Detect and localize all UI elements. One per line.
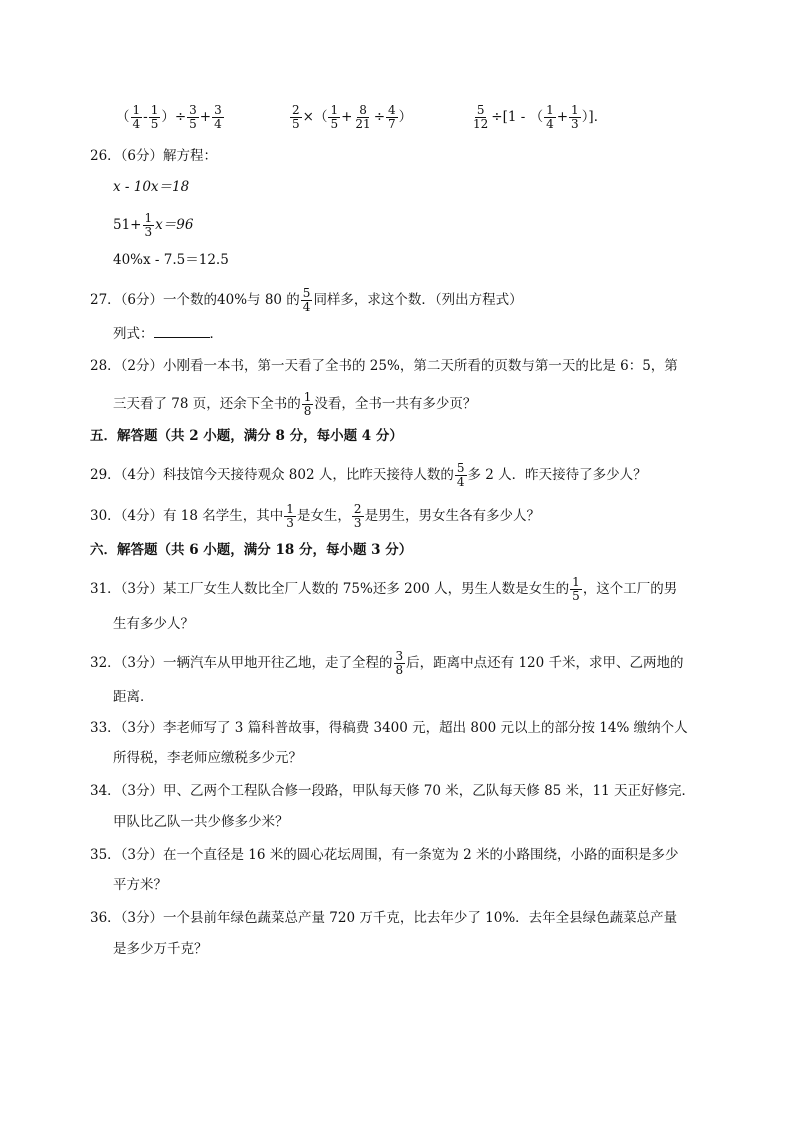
operator: - [143, 109, 148, 125]
fraction [386, 104, 398, 131]
numerator: 1 [571, 103, 579, 117]
fraction [471, 104, 490, 131]
question-text: 多 2 人．昨天接待了多少人？ [467, 467, 647, 483]
denominator: 12 [473, 117, 489, 131]
denominator: 7 [388, 117, 396, 131]
operator: ） [398, 109, 413, 125]
question-36-line-2: 是多少万千克？ [113, 941, 208, 957]
numerator: 1 [330, 103, 339, 117]
question-text: 没看，全书一共有多少页？ [314, 396, 477, 412]
question-32-line-2: 距离． [113, 689, 154, 705]
denominator: 4 [546, 117, 554, 131]
fraction [212, 104, 224, 131]
denominator: 5 [292, 117, 300, 131]
question-text: 29．（4分）科技馆今天接待观众 802 人，比昨天接待人数的 [90, 467, 454, 483]
equation-3: 40%x - 7.5＝12.5 [113, 252, 229, 268]
fraction [301, 287, 313, 314]
numerator: 5 [302, 286, 311, 300]
denominator: 4 [302, 300, 311, 314]
question-text: 30．（4分）有 18 名学生，其中 [90, 508, 284, 524]
denominator: 5 [572, 589, 580, 603]
paren-open: （ [116, 109, 130, 125]
denominator: 8 [395, 663, 404, 677]
fraction [187, 104, 199, 131]
denominator: 5 [189, 117, 197, 131]
question-35-line-1: 35．（3分）在一个直径是 16 米的圆心花坛周围，有一条宽为 2 米的小路围绕，小路的面积是多少 [90, 847, 679, 863]
denominator: 21 [355, 117, 371, 131]
question-27 [90, 287, 523, 314]
equation-part: 51+ [113, 217, 142, 233]
section-6-heading: 六．解答题（共 6 小题，满分 18 分，每小题 3 分） [90, 542, 413, 558]
operator: + [341, 109, 353, 125]
fraction [290, 104, 302, 131]
equation-part: x＝96 [155, 217, 194, 233]
question-text: 是男生，男女生各有多少人？ [364, 508, 541, 524]
section-5-heading: 五．解答题（共 2 小题，满分 8 分，每小题 4 分） [90, 428, 403, 444]
answer-blank[interactable] [154, 325, 210, 338]
operator: ×（ [302, 109, 328, 125]
question-35-line-2: 平方米？ [113, 877, 167, 893]
equation-2 [113, 212, 193, 239]
question-30 [90, 503, 540, 530]
question-36-line-1: 36．（3分）一个县前年绿色蔬菜总产量 720 万千克，比去年少了 10%．去年全县绿色蔬菜总产量 [90, 910, 678, 926]
fraction [149, 104, 161, 131]
fraction [328, 104, 340, 131]
question-text: 三天看了 78 页，还余下全书的 [113, 396, 301, 412]
numerator: 4 [388, 103, 396, 117]
fraction [544, 104, 556, 131]
fraction [131, 104, 143, 131]
denominator: 8 [303, 404, 312, 418]
expression-3 [470, 104, 607, 131]
fraction [394, 650, 406, 677]
operator: + [199, 109, 212, 125]
numerator: 3 [189, 103, 197, 117]
denominator: 5 [330, 117, 339, 131]
formula-line [113, 324, 223, 344]
question-text: 27．（6分）一个数的40%与 80 的 [90, 292, 300, 308]
numerator: 3 [214, 103, 222, 117]
numerator: 3 [395, 649, 404, 663]
question-33-line-1: 33．（3分）李老师写了 3 篇科普故事，得稿费 3400 元，超出 800 元以上的部分按 14% 缴纳个人 [90, 720, 688, 736]
question-33-line-2: 所得税，李老师应缴税多少元？ [113, 750, 302, 766]
question-28-line-1: 28．（2分）小刚看一本书，第一天看了全书的 25%，第二天所看的页数与第一天的比是 6：5，第 [90, 358, 678, 374]
question-32-line-1 [90, 650, 684, 677]
numerator: 1 [132, 103, 141, 117]
denominator: 3 [353, 516, 362, 530]
question-34-line-2: 甲队比乙队一共少修多少米？ [113, 814, 289, 830]
question-text: 32．（3分）一辆汽车从甲地开往乙地，走了全程的 [90, 655, 393, 671]
question-31-line-2: 生有多少人？ [113, 616, 194, 632]
expression-1 [116, 104, 225, 131]
question-31-line-1 [90, 576, 677, 603]
punctuation: ． [209, 326, 223, 342]
numerator: 1 [303, 390, 312, 404]
denominator: 4 [132, 117, 141, 131]
denominator: 4 [214, 117, 222, 131]
question-text: 31．（3分）某工厂女生人数比全厂人数的 75%还多 200 人，男生人数是女生的 [90, 581, 570, 597]
fraction [284, 503, 296, 530]
fraction [302, 391, 314, 418]
fraction [353, 104, 372, 131]
operator: ÷[1 - （ [491, 109, 544, 125]
question-29 [90, 462, 647, 489]
question-28-line-2 [113, 391, 476, 418]
formula-label: 列式： [113, 326, 154, 342]
operator: ）÷ [161, 109, 187, 125]
operator: ÷ [373, 109, 385, 125]
fraction [455, 462, 467, 489]
denominator: 3 [571, 117, 579, 131]
numerator: 5 [476, 103, 485, 117]
expression-2 [289, 104, 412, 131]
numerator: 2 [353, 502, 362, 516]
denominator: 5 [150, 117, 159, 131]
numerator: 8 [359, 103, 367, 117]
equation-1: x - 10x＝18 [113, 179, 190, 195]
numerator: 1 [546, 103, 554, 117]
question-34-line-1: 34．（3分）甲、乙两个工程队合修一段路，甲队每天修 70 米，乙队每天修 85 米，11 天正好修完． [90, 783, 696, 799]
question-text: 是女生， [296, 508, 351, 524]
numerator: 1 [144, 211, 153, 225]
numerator: 5 [456, 461, 465, 475]
fraction [143, 212, 155, 239]
denominator: 3 [286, 516, 294, 530]
question-text: ，这个工厂的男 [582, 581, 678, 597]
numerator: 1 [150, 103, 159, 117]
fraction [352, 503, 364, 530]
denominator: 4 [456, 475, 465, 489]
fraction [570, 576, 582, 603]
operator: + [556, 109, 569, 125]
numerator: 1 [572, 575, 580, 589]
numerator: 2 [292, 103, 300, 117]
question-26-heading: 26．（6分）解方程： [90, 148, 218, 164]
question-text: 后，距离中点还有 120 千米，求甲、乙两地的 [406, 655, 684, 671]
fraction [569, 104, 581, 131]
operator: ）]． [581, 109, 608, 125]
numerator: 1 [286, 502, 294, 516]
question-text: 同样多，求这个数．（列出方程式） [313, 292, 523, 308]
denominator: 3 [144, 225, 153, 239]
